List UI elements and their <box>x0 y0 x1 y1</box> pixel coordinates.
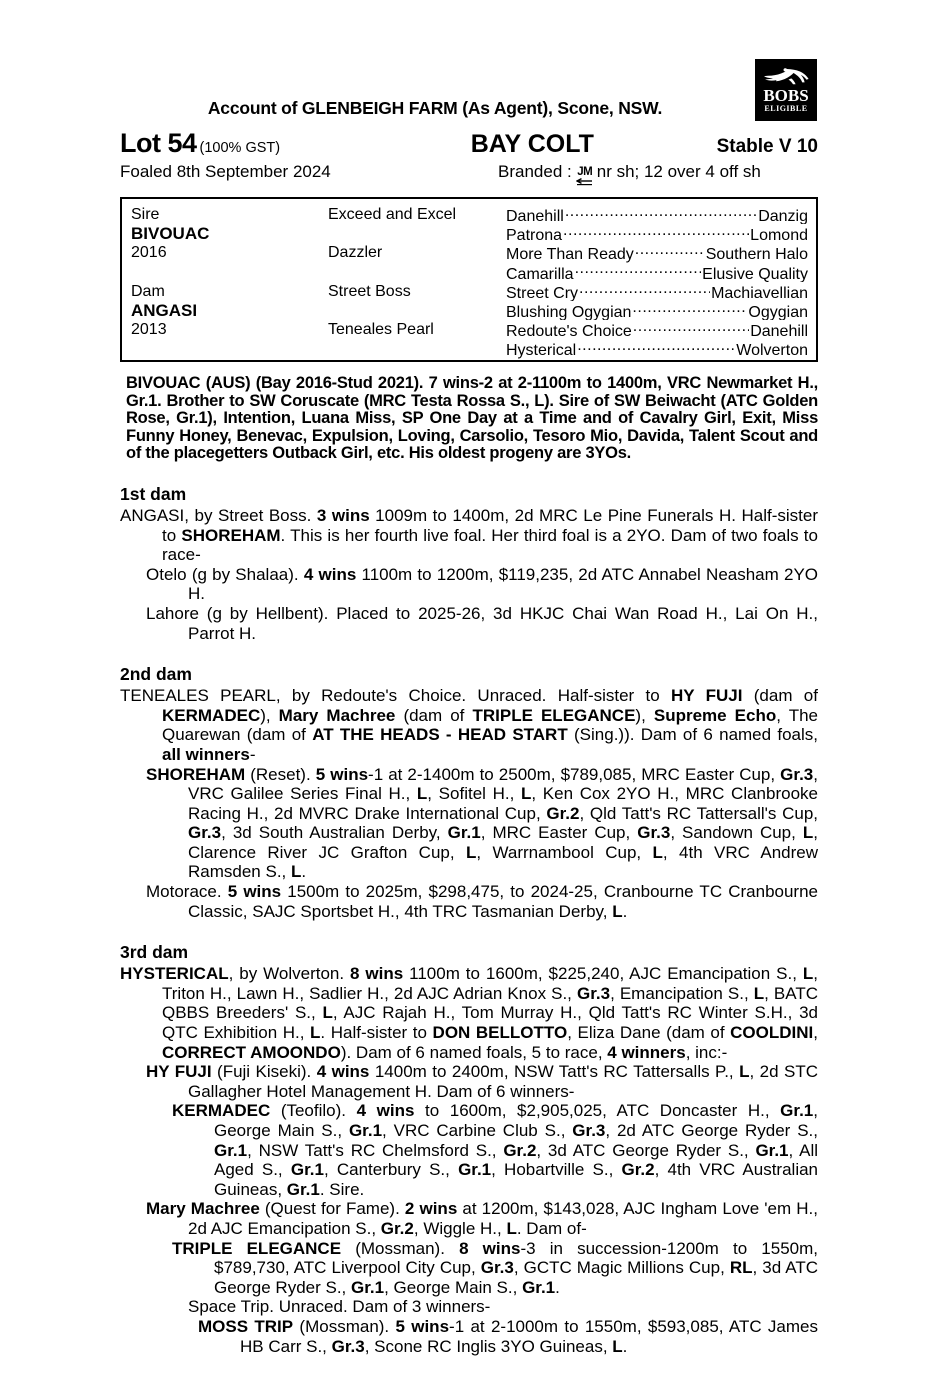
highlight-text: Gr.3 <box>188 823 222 843</box>
brand-letters: JM <box>577 166 593 178</box>
body-text: , MRC Easter Cup, <box>480 823 638 843</box>
body-text: , 3d ATC George Ryder S., <box>214 1258 819 1297</box>
highlight-text: Gr.3 <box>480 1258 514 1278</box>
pedigree-grid <box>131 205 808 359</box>
body-text: Space Trip. Unraced. Dam of 3 winners- <box>188 1297 491 1317</box>
dam-dam: Teneales Pearl <box>328 321 434 339</box>
pedigree-cell-5 <box>506 301 808 320</box>
highlight-text: 5 wins <box>227 882 282 902</box>
pedigree-entry <box>120 565 818 604</box>
body-text: , GCTC Magic Millions Cup, <box>513 1258 730 1278</box>
body-text: ), <box>635 705 654 725</box>
body-text: . Half-sister to <box>320 1023 433 1043</box>
dam-section <box>120 484 818 643</box>
body-text: , AJC Rajah H., Tom Murray H., Qld Tatt's RC Winter S.H., 3d QTC Exhibition H., <box>162 1003 818 1043</box>
highlight-text: L <box>612 1336 623 1356</box>
brand-arrow-icon <box>576 178 594 186</box>
body-text: (Sing.)). Dam of 6 named foals, <box>567 725 818 745</box>
body-text: (Teofilo). <box>270 1101 357 1121</box>
highlight-text: L <box>310 1023 321 1043</box>
body-text: , Qld Tatt's RC Tattersall's Cup, <box>579 803 818 823</box>
highlight-text: COOLDINI <box>730 1023 814 1043</box>
body-text: - <box>249 744 256 764</box>
body-text: , 3d ATC George Ryder S., <box>536 1140 756 1160</box>
highlight-text: 2 wins <box>404 1199 458 1219</box>
body-text: ). Dam of 6 named foals, 5 to race, <box>340 1042 608 1062</box>
highlight-text: 3 wins <box>316 505 370 525</box>
highlight-text: KERMADEC <box>172 1101 271 1121</box>
body-text: , Triton H., Lawn H., Sadlier H., 2d AJC Adrian Knox S., <box>162 964 818 1003</box>
dam-name: ANGASI <box>131 300 198 320</box>
body-text: , 4th VRC Andrew Ramsden S., <box>188 842 818 882</box>
body-text: 1100m to 1200m, $119,235, 2d ATC Annabel Neasham 2YO H. <box>188 564 819 604</box>
body-text: . <box>555 1277 560 1297</box>
highlight-text: Gr.1 <box>447 823 481 843</box>
highlight-text: 4 wins <box>356 1101 415 1121</box>
dam-year: 2013 <box>131 321 167 339</box>
body-text: , Ken Cox 2YO H., MRC Clanbrooke Racing H., 2d MVRC Drake International Cup, <box>188 784 818 823</box>
body-text: (Reset). <box>245 764 316 784</box>
body-text: -1 at 2-1000m to 1550m, $593,085, ATC James HB Carr S., <box>240 1316 818 1356</box>
highlight-text: Gr.1 <box>522 1277 556 1297</box>
body-text: (Mossman). <box>293 1316 396 1336</box>
body-text: , VRC Galilee Series Final H., <box>188 764 818 804</box>
pedigree-entry <box>120 604 818 643</box>
pedigree-entry <box>120 1297 818 1317</box>
highlight-text: HY FUJI <box>146 1062 212 1082</box>
highlight-text: AT THE HEADS - HEAD START <box>312 725 568 745</box>
body-text: , BATC QBBS Breeders' S., <box>162 983 818 1023</box>
highlight-text: L <box>506 1218 517 1238</box>
body-text: , Sofitel H., <box>427 784 521 804</box>
spacer-cell <box>131 263 328 282</box>
pedigree-entry <box>120 882 818 921</box>
pedigree-cell-6-right: Danehill <box>750 323 808 340</box>
body-text: . <box>301 862 307 882</box>
lot-gst-note: (100% GST) <box>199 140 281 156</box>
pedigree-cell-4 <box>506 282 808 301</box>
body-text: . Dam of- <box>516 1218 587 1238</box>
pedigree-entry <box>120 686 818 764</box>
pedigree-cell-5-right: Ogygian <box>748 303 808 321</box>
highlight-text: CORRECT AMOONDO <box>162 1042 341 1062</box>
body-text: at 1200m, $143,028, AJC Ingham Love 'em H., 2d AJC Emancipation S., <box>188 1199 819 1238</box>
body-text: , NSW Tatt's RC Chelmsford S., <box>247 1140 504 1160</box>
highlight-text: 4 winners <box>607 1042 686 1062</box>
pedigree-entry <box>120 506 818 565</box>
body-text: ), <box>260 705 279 725</box>
highlight-text: 4 wins <box>303 564 357 584</box>
body-text: ANGASI, by Street Boss. <box>120 505 317 525</box>
highlight-text: Supreme Echo <box>653 705 777 725</box>
highlight-text: L <box>521 784 532 804</box>
brand-symbol <box>575 167 595 186</box>
dam-heading: 2nd dam <box>120 664 192 685</box>
pedigree-cell-2 <box>506 243 808 262</box>
pedigree-cell-4-right: Machiavellian <box>711 284 808 301</box>
pedigree-entry <box>120 765 818 883</box>
highlight-text: Gr.3 <box>637 823 671 843</box>
pedigree-cell-7-left: Hysterical <box>506 342 577 359</box>
sire-label: Sire <box>131 206 160 223</box>
highlight-text: SHOREHAM <box>146 764 246 784</box>
highlight-text: L <box>291 862 302 882</box>
body-text: , 3d South Australian Derby, <box>221 823 448 843</box>
body-text: (Quest for Fame). <box>259 1199 405 1219</box>
pedigree-cell-7 <box>506 339 808 358</box>
body-text: , 2d STC Gallagher Hotel Management H. Dam of 6 winners- <box>188 1062 818 1101</box>
body-text: 1500m to 2025m, $298,475, to 2024-25, Cranbourne TC Cranbourne Classic, SAJC Sportsbet H., 4th TRC Tasmanian Derby, <box>188 882 819 921</box>
body-text: , Hobartville S., <box>491 1160 622 1180</box>
highlight-text: Gr.2 <box>380 1218 414 1238</box>
pedigree-entry <box>120 1062 818 1101</box>
pedigree-entry <box>120 964 818 1062</box>
body-text: (Mossman). <box>341 1238 460 1258</box>
pedigree-table <box>120 197 818 362</box>
sire-year: 2016 <box>131 244 167 262</box>
body-text: -1 at 2-1400m to 2500m, $789,085, MRC Easter Cup, <box>368 764 781 784</box>
pedigree-cell-7-right: Wolverton <box>736 342 808 359</box>
bobs-logo-subtitle: ELIGIBLE <box>764 103 808 113</box>
body-text: , Wiggle H., <box>413 1218 507 1238</box>
highlight-text: HYSTERICAL <box>120 964 229 984</box>
foaled-date: Foaled 8th September 2024 <box>120 162 331 181</box>
highlight-text: Mary Machree <box>278 705 396 725</box>
stable-location: Stable V 10 <box>716 136 818 157</box>
highlight-text: TRIPLE ELEGANCE <box>172 1238 342 1258</box>
body-text: (Fuji Kiseki). <box>211 1062 317 1082</box>
highlight-text: RL <box>729 1258 753 1278</box>
sire-name: BIVOUAC <box>131 224 210 244</box>
highlight-text: Gr.1 <box>348 1121 383 1140</box>
body-text: (dam of <box>742 686 818 706</box>
body-text: , George Main S., <box>214 1101 818 1140</box>
body-text: . <box>622 1336 628 1356</box>
pedigree-cell-6-left: Redoute's Choice <box>506 323 632 340</box>
pedigree-cell-2-right: Southern Halo <box>705 246 808 263</box>
highlight-text: L <box>612 901 623 921</box>
body-text: , <box>813 1023 818 1043</box>
body-text: 1400m to 2400m, NSW Tatt's RC Tattersalls P., <box>369 1062 740 1082</box>
highlight-text: 4 wins <box>316 1062 370 1082</box>
horse-head-icon <box>763 67 809 87</box>
body-text: Otelo (g by Shalaa). <box>146 564 304 584</box>
highlight-text: Gr.2 <box>503 1140 537 1160</box>
body-text: , VRC Carbine Club S., <box>382 1121 573 1140</box>
body-text: . Sire. <box>319 1179 365 1199</box>
highlight-text: Gr.1 <box>286 1179 320 1199</box>
bobs-logo-word: BOBS <box>763 85 809 105</box>
foaled-branded-row <box>120 162 818 188</box>
pedigree-entry <box>120 1199 818 1238</box>
highlight-text: Gr.2 <box>621 1160 655 1180</box>
highlight-text: L <box>416 784 428 804</box>
body-text: 1100m to 1600m, $225,240, AJC Emancipation S., <box>403 964 803 984</box>
spacer-cell <box>131 339 328 358</box>
highlight-text: L <box>802 823 814 843</box>
highlight-text: HY FUJI <box>671 686 743 706</box>
pedigree-cell-1 <box>506 224 808 243</box>
body-text: , Eliza Dane (dam of <box>567 1023 731 1043</box>
body-text: , Scone RC Inglis 3YO Guineas, <box>364 1336 613 1356</box>
highlight-text: L <box>802 964 814 984</box>
pedigree-entry <box>120 1317 818 1356</box>
highlight-text: all winners <box>162 744 250 764</box>
account-line: Account of GLENBEIGH FARM (As Agent), Scone, NSW. <box>207 98 663 118</box>
body-text: (dam of <box>395 705 473 725</box>
body-text: Lahore (g by Hellbent). Placed to 2025-26, 3d HKJC Chai Wan Road H., Lai On H., Parrot H. <box>146 603 818 643</box>
dam-sire: Street Boss <box>328 282 411 300</box>
pedigree-cell-1-right: Lomond <box>750 227 808 244</box>
lot-identifier <box>120 128 370 159</box>
highlight-text: Gr.3 <box>576 983 611 1003</box>
lot-number: Lot 54 <box>120 128 197 158</box>
spacer-cell <box>328 263 506 282</box>
pedigree-cell-0-left: Danehill <box>506 208 564 225</box>
body-text: , George Main S., <box>384 1277 523 1297</box>
highlight-text: Gr.1 <box>214 1140 248 1160</box>
highlight-text: Gr.3 <box>572 1121 606 1140</box>
pedigree-cell-4-left: Street Cry <box>506 284 579 301</box>
highlight-text: Mary Machree <box>146 1199 260 1219</box>
body-text: , inc:- <box>685 1042 728 1062</box>
body-text: , The Quarewan (dam of <box>162 705 818 745</box>
colour-and-sex: BAY COLT <box>470 130 594 158</box>
highlight-text: Gr.3 <box>331 1336 365 1356</box>
highlight-text: Gr.1 <box>755 1140 789 1160</box>
highlight-text: L <box>465 842 477 862</box>
body-text: , Clarence River JC Grafton Cup, <box>188 823 818 862</box>
highlight-text: L <box>739 1062 750 1082</box>
pedigree-entry <box>120 1239 818 1298</box>
body-text: , 2d ATC George Ryder S., <box>605 1121 819 1140</box>
branding-info <box>498 162 818 188</box>
sire-summary: BIVOUAC (AUS) (Bay 2016-Stud 2021). 7 wins-2 at 2-1100m to 1400m, VRC Newmarket H., Gr.1. Brother to SW Coruscate (MRC Testa Rossa S., L). Sire of SW Beiwacht (ATC Golden Rose, Gr.1), Intention, Luana Miss, SP One Day at a Time and of Cavalry Girl, Exit, Miss Funny Honey, Benevac, Expulsion, Loving, Carsolio, Tesoro Mio, Davida, Talent Scout and of the placegetters Outback Girl, etc. His oldest progeny are 3YOs. <box>126 374 818 463</box>
branded-label: Branded : <box>498 162 572 181</box>
highlight-text: Gr.2 <box>546 803 580 823</box>
sire-sire: Exceed and Excel <box>328 206 457 223</box>
body-text: TENEALES PEARL, by Redoute's Choice. Unraced. Half-sister to <box>120 686 672 706</box>
highlight-text: Gr.1 <box>780 1101 814 1121</box>
pedigree-cell-1-left: Patrona <box>506 227 563 244</box>
dam-heading: 3rd dam <box>120 942 189 963</box>
dam-section <box>120 664 818 921</box>
spacer-cell <box>328 301 506 320</box>
body-text: Motorace. <box>146 882 228 902</box>
body-text: -3 in succession-1200m to 1550m, $789,730, ATC Liverpool City Cup, <box>214 1238 819 1278</box>
dam-heading: 1st dam <box>120 483 187 504</box>
highlight-text: Gr.1 <box>290 1160 324 1180</box>
pedigree-cell-3 <box>506 263 808 282</box>
highlight-text: 5 wins <box>315 764 369 784</box>
highlight-text: Gr.3 <box>780 764 814 784</box>
highlight-text: L <box>753 983 765 1003</box>
body-text: to 1600m, $2,905,025, ATC Doncaster H., <box>414 1101 781 1121</box>
highlight-text: KERMADEC <box>162 705 261 725</box>
pedigree-entry <box>120 1101 818 1199</box>
dam-section <box>120 942 818 1356</box>
dam-label: Dam <box>131 282 165 300</box>
highlight-text: TRIPLE ELEGANCE <box>472 705 636 725</box>
highlight-text: 8 wins <box>350 964 404 984</box>
body-text: , Canterbury S., <box>323 1160 459 1180</box>
highlight-text: L <box>322 1003 333 1023</box>
body-text: , by Wolverton. <box>228 964 351 984</box>
highlight-text: L <box>652 842 663 862</box>
pedigree-cell-2-left: More Than Ready <box>506 246 634 263</box>
pedigree-cell-3-right: Elusive Quality <box>702 265 808 282</box>
pedigree-cell-0-right: Danzig <box>758 208 808 225</box>
pedigree-cell-3-left: Camarilla <box>506 265 574 282</box>
pedigree-cell-5-left: Blushing Ogygian <box>506 303 632 321</box>
pedigree-cell-6 <box>506 320 808 339</box>
spacer-cell <box>328 224 506 243</box>
sire-dam: Dazzler <box>328 244 383 262</box>
bobs-eligible-logo <box>755 59 817 121</box>
branded-detail: nr sh; 12 over 4 off sh <box>596 162 761 181</box>
lot-header-row <box>120 128 818 158</box>
body-text: . This is her fourth live foal. Her third foal is a 2YO. Dam of two foals to race- <box>162 525 818 565</box>
spacer-cell <box>328 339 506 358</box>
body-text: . <box>622 901 628 921</box>
body-text: 1009m to 1400m, 2d MRC Le Pine Funerals H. Half-sister to <box>162 505 818 545</box>
body-text: , 4th VRC Australian Guineas, <box>214 1160 819 1199</box>
dam-sections <box>120 484 818 1356</box>
body-text: , All Aged S., <box>214 1140 818 1180</box>
pedigree-cell-0 <box>506 205 808 224</box>
highlight-text: 5 wins <box>395 1316 450 1336</box>
highlight-text: 8 wins <box>459 1238 521 1258</box>
highlight-text: Gr.1 <box>351 1277 385 1297</box>
highlight-text: Gr.1 <box>458 1160 492 1180</box>
highlight-text: SHOREHAM <box>181 525 281 545</box>
highlight-text: DON BELLOTTO <box>432 1023 568 1043</box>
body-text: , Emancipation S., <box>610 983 754 1003</box>
body-text: , Warrnambool Cup, <box>476 842 653 862</box>
highlight-text: MOSS TRIP <box>198 1316 294 1336</box>
body-text: , Sandown Cup, <box>670 823 803 843</box>
